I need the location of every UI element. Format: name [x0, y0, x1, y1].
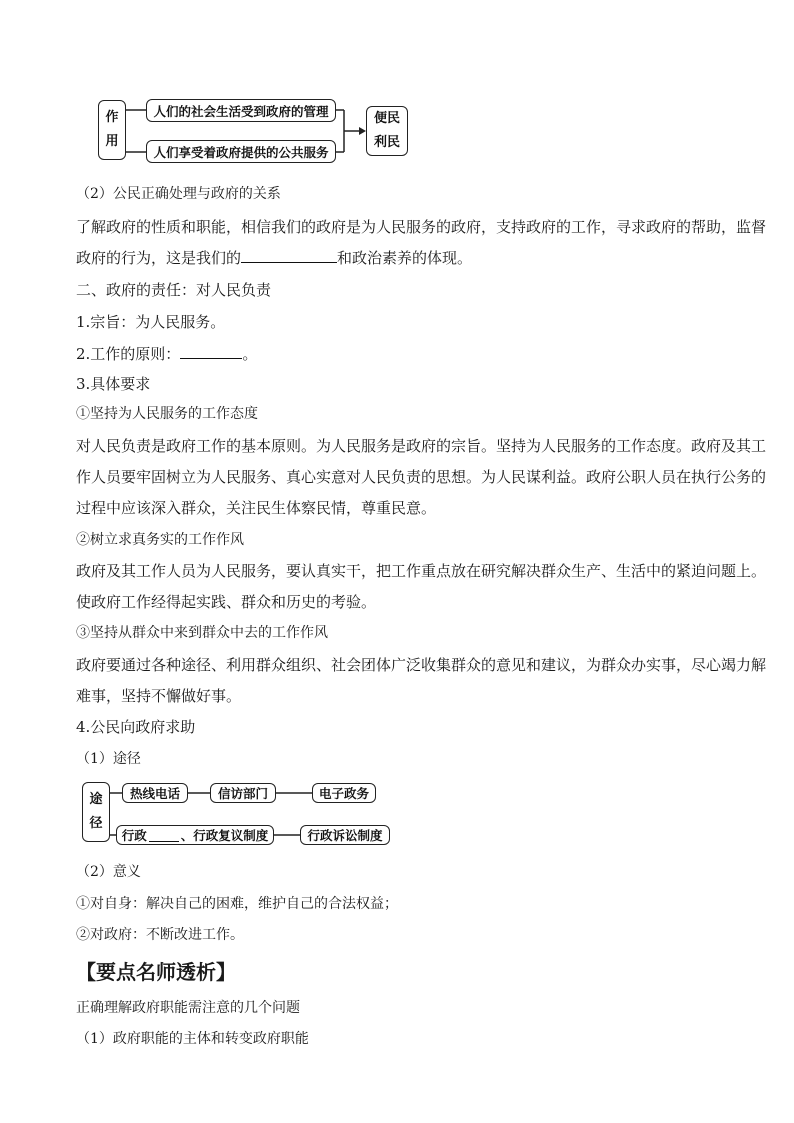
- item2-post: 。: [242, 345, 258, 363]
- req1-title: ①坚持为人民服务的工作态度: [76, 406, 258, 422]
- para1-line1: 了解政府的性质和职能，相信我们的政府是为人民服务的政府，支持政府的工作，寻求政府的帮助，监督: [76, 218, 767, 236]
- req3-line1: 政府要通过各种途径、利用群众组织、社会团体广泛收集群众的意见和建议，为群众办实事，尽心竭力解: [76, 656, 767, 674]
- route-box-hotline: [122, 783, 188, 803]
- diagram1-left-label-2: 用: [105, 134, 119, 149]
- diagram2-left-label-1: 途: [89, 792, 103, 807]
- route-box-admin-post: 、行政复议制度: [180, 828, 269, 843]
- req2-line2: 使政府工作经得起实践、群众和历史的考验。: [76, 593, 377, 611]
- item3: 3.具体要求: [76, 375, 151, 393]
- section-heading: 【要点名师透析】: [76, 960, 236, 984]
- para1-line2-pre: 政府的行为，这是我们的: [76, 249, 242, 267]
- meaning1: ①对自身：解决自己的困难，维护自己的合法权益；: [76, 896, 398, 912]
- meaning2: ②对政府：不断改进工作。: [76, 927, 244, 943]
- diagram2-left-box: [82, 782, 110, 842]
- sub2: （2）意义: [76, 864, 141, 880]
- route-box-litigation: [300, 825, 390, 845]
- route-box-admin-pre: 行政: [121, 828, 147, 843]
- diagram1-left-label-1: 作: [105, 110, 119, 125]
- tail-line2: （1）政府职能的主体和转变政府职能: [76, 1031, 309, 1047]
- req1-line1: 对人民负责是政府工作的基本原则。为人民服务是政府的宗旨。坚持为人民服务的工作态度。政府及其工: [76, 437, 767, 455]
- item4: 4.公民向政府求助: [76, 718, 196, 736]
- diagram2-left-label-2: 径: [89, 816, 103, 831]
- item2-pre: 2.工作的原则：: [76, 345, 181, 363]
- diagram1-bottom-box-label: 人们享受着政府提供的公共服务: [153, 144, 329, 160]
- req3-line2: 难事，坚持不懈做好事。: [76, 687, 242, 705]
- route-box-hotline-label: 热线电话: [129, 786, 180, 801]
- route-box-admin-review: [116, 825, 274, 845]
- fill-blank-3: [149, 828, 179, 842]
- route-box-petition-label: 信访部门: [217, 786, 268, 801]
- diagram1-right-label-1: 便民: [373, 111, 400, 126]
- req1-line3: 过程中应该深入群众，关注民生体察民情，尊重民意。: [76, 499, 437, 517]
- req2-line1: 政府及其工作人员为人民服务，要认真实干，把工作重点放在研究解决群众生产、生活中的紧迫问题上。: [76, 562, 767, 580]
- tail-line1: 正确理解政府职能需注意的几个问题: [76, 1000, 300, 1016]
- section2-title: 二、政府的责任：对人民负责: [76, 281, 272, 299]
- req1-line2: 作人员要牢固树立为人民服务、真心实意对人民负责的思想。为人民谋利益。政府公职人员在执行公务的: [76, 468, 767, 486]
- section1-2-title: （2）公民正确处理与政府的关系: [76, 186, 281, 202]
- sub1: （1）途径: [76, 751, 141, 767]
- req2-title: ②树立求真务实的工作作风: [76, 532, 244, 548]
- diagram1-top-box-label: 人们的社会生活受到政府的管理: [153, 103, 329, 119]
- item1: 1.宗旨：为人民服务。: [76, 313, 226, 331]
- para1-line2-post: 和政治素养的体现。: [337, 249, 473, 267]
- route-box-petition: [210, 783, 276, 803]
- diagram1-right-label-2: 利民: [373, 135, 400, 150]
- route-box-litigation-label: 行政诉讼制度: [307, 828, 383, 843]
- req3-title: ③坚持从群众中来到群众中去的工作作风: [76, 625, 328, 641]
- route-box-egov-label: 电子政务: [318, 786, 369, 801]
- route-box-egov: [312, 783, 376, 803]
